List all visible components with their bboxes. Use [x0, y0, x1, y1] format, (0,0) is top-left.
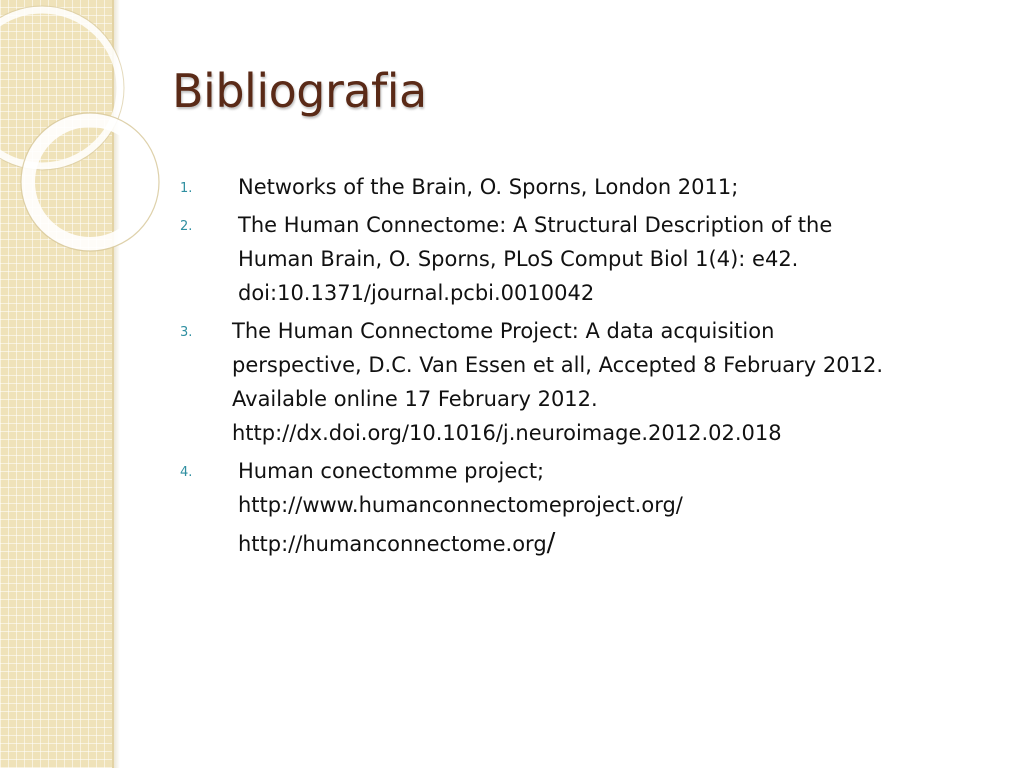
- item-number: 3.: [180, 325, 193, 340]
- doi-link[interactable]: http://dx.doi.org/10.1016/j.neuroimage.2012.02.018: [232, 421, 782, 445]
- trailing-slash: /: [546, 528, 556, 558]
- item-number: 4.: [180, 465, 193, 480]
- decorative-circle-small: [28, 120, 152, 244]
- item-line: Human conectomme project;: [238, 459, 545, 483]
- decorative-circles: [0, 0, 200, 300]
- item-text: [238, 170, 980, 204]
- item-line: Networks of the Brain, O. Sporns, London 2011;: [238, 175, 739, 199]
- item-line: The Human Connectome Project: A data acquisition: [232, 319, 775, 343]
- url-link[interactable]: http://www.humanconnectomeproject.org/: [238, 493, 683, 517]
- item-line: doi:10.1371/journal.pcbi.0010042: [238, 281, 595, 305]
- bibliography-item-2: [180, 208, 980, 310]
- item-number: 2.: [180, 219, 193, 234]
- item-line: The Human Connectome: A Structural Description of the: [238, 213, 833, 237]
- decorative-circle-large-outline: [0, 6, 124, 170]
- item-text: [238, 208, 980, 310]
- bibliography-item-3: [180, 314, 980, 450]
- item-text: [238, 454, 980, 561]
- slide-title: Bibliografia: [172, 64, 427, 118]
- item-number: 1.: [180, 181, 193, 196]
- bibliography-item-4: [180, 454, 980, 561]
- url-link[interactable]: http://humanconnectome.org: [238, 532, 547, 556]
- item-line: Available online 17 February 2012.: [232, 387, 598, 411]
- item-text: [232, 314, 980, 450]
- item-line: perspective, D.C. Van Essen et all, Accepted 8 February 2012.: [232, 353, 883, 377]
- item-line: Human Brain, O. Sporns, PLoS Comput Biol 1(4): e42.: [238, 247, 799, 271]
- url-link-line: [238, 526, 980, 561]
- decorative-circle-large: [0, 10, 120, 166]
- bibliography-item-1: [180, 170, 980, 204]
- bibliography-list: [180, 170, 980, 565]
